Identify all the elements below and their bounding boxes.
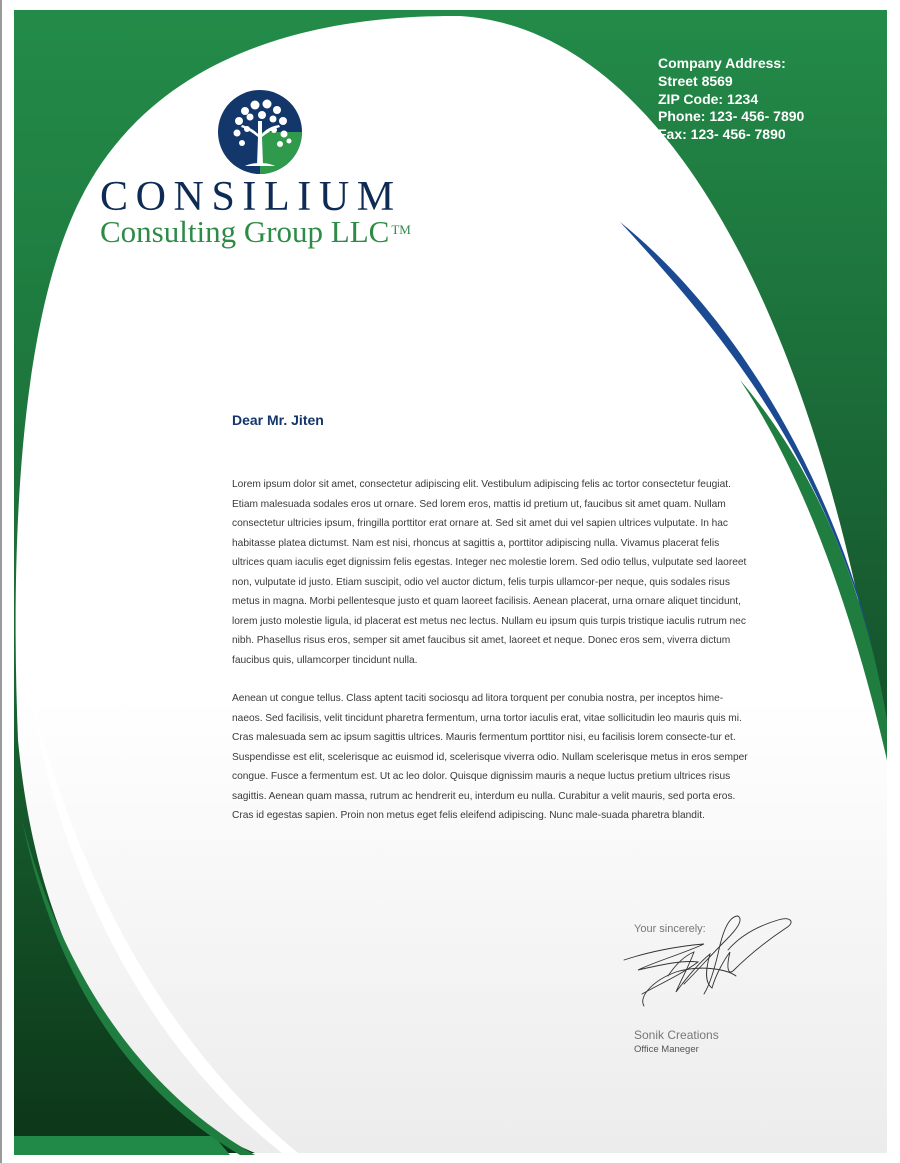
logo-wordmark: CONSILIUM xyxy=(100,174,402,220)
address-fax: Fax: 123- 456- 7890 xyxy=(658,126,786,143)
logo-subtitle-text: Consulting Group LLC xyxy=(100,214,390,249)
trademark-symbol: TM xyxy=(391,222,411,237)
company-address xyxy=(658,55,804,144)
address-street: Street 8569 xyxy=(658,72,733,89)
bottom-band xyxy=(14,1136,230,1155)
closing-line: Your sincerely: xyxy=(634,923,706,935)
body-paragraph: Aenean ut congue tellus. Class aptent taciti sociosqu ad litora torquent per conubia nostra, per inceptos hime-naeos. Sed facilisis, velit tincidunt pharetra fermentum, urna tortor iaculis erat, vitae sollicitudin leo mauris quis mi. Cras malesuada sem ac ipsum sagittis ultrices. Mauris fermentum porttitor nisi, eu facilisis lorem consecte-tur et. Suspendisse est elit, scelerisque ac euismod id, scelerisque viverra odio. Nullam scelerisque metus in eros semper congue. Fusce a fermentum est. Ut ac leo dolor. Quisque dignissim mauris a neque luctus pretium ultrices risus sagittis. Aenean quam massa, rutrum ac hendrerit eu, interdum eu nulla. Curabitur a velit mauris, sed porta eros. Cras id egestas sapien. Proin non metus eget felis eleifend adipiscing. Nunc male-suada pharetra blandit. xyxy=(232,693,748,821)
logo-subtitle xyxy=(100,212,411,252)
address-phone: Phone: 123- 456- 7890 xyxy=(658,108,805,125)
salutation: Dear Mr. Jiten xyxy=(232,412,324,428)
signature-scribble xyxy=(618,910,800,1010)
signer-title: Office Maneger xyxy=(634,1044,699,1055)
address-zip: ZIP Code: 1234 xyxy=(658,90,759,107)
body-paragraph: Lorem ipsum dolor sit amet, consectetur adipiscing elit. Vestibulum adipiscing felis ac tortor consectetur feugiat. Etiam malesuada sodales eros ut ornare. Sed lorem eros, mattis id pretium ut, faucibus sit amet quam. Nullam consectetur ultricies ipsum, fringilla porttitor erat ornare at. Sed sit amet dui vel sapien ultrices vulputate. In hac habitasse platea dictumst. Nam est nisi, rhoncus at sagittis a, porttitor adipiscing nulla. Vivamus placerat felis ultrices quam iaculis eget dignissim felis egestas. Integer nec molestie lorem. Sed odio tellus, vulputate sed laoreet non, vulputate id justo. Etiam suscipit, odio vel auctor dictum, felis turpis ullamcor-per neque, quis sodales risus metus in magna. Morbi pellentesque justo et quam laoreet facilisis. Aenean placerat, urna ornare aliquet tincidunt, lorem justo molestie ligula, id placerat est metus nec lectus. Nullam eu ipsum quis turpis tristique iaculis rutrum nec nibh. Phasellus risus eros, semper sit amet faucibus sit amet, laoreet et neque. Donec eros sem, viverra dictum faucibus quis, ullamcorper tincidunt nulla. xyxy=(232,479,747,666)
tree-logo-icon xyxy=(217,89,303,175)
signer-name: Sonik Creations xyxy=(634,1028,719,1042)
address-label: Company Address: xyxy=(658,55,786,71)
